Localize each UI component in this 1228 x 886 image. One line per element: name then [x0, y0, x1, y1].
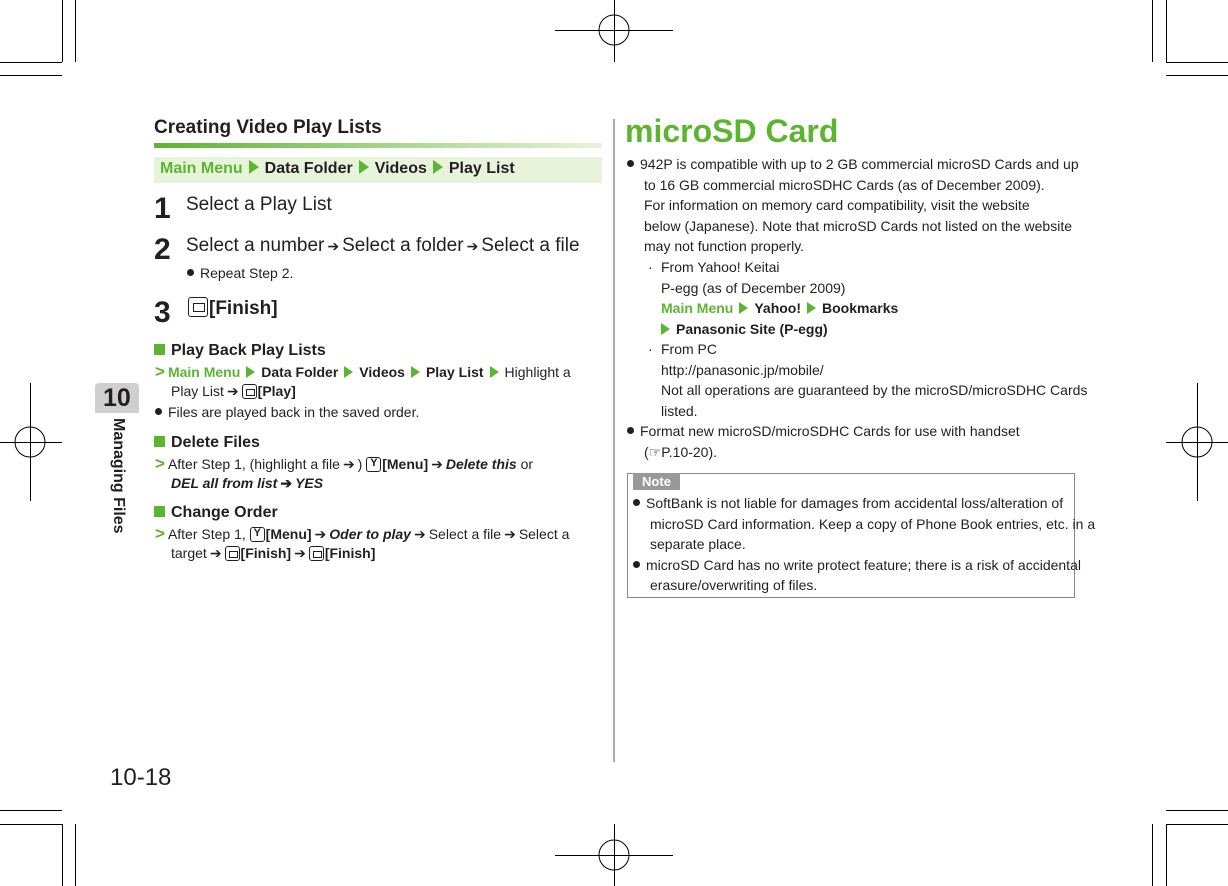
step-text [186, 235, 580, 257]
step-number: 2 [154, 233, 171, 266]
step-text-part: Select a folder [342, 235, 464, 256]
right-arrow-icon: ➔ [413, 526, 426, 542]
subsection-title: Change Order [154, 504, 278, 522]
mail-key-icon [242, 384, 257, 399]
right-arrow-icon: ➔ [226, 383, 239, 399]
step-text: [Finish] [188, 297, 278, 320]
triangle-arrow-icon [490, 366, 499, 378]
bullet-icon [187, 269, 194, 276]
section-heading: Creating Video Play Lists [154, 117, 382, 138]
square-bullet-icon [154, 344, 165, 355]
step-bullet: Repeat Step 2. [187, 265, 293, 281]
nav-path-text [160, 160, 515, 178]
chevron-right-icon: > [155, 524, 165, 543]
yahoo-info: · From Yahoo! Keitai P-egg (as of December 2009) Main Menu Yahoo! Bookmarks Panasonic Site (P-egg) [648, 259, 899, 337]
step-number: 1 [154, 192, 171, 225]
right-arrow-icon: ➔ [327, 238, 340, 254]
triangle-arrow-icon [739, 302, 748, 314]
triangle-arrow-icon [359, 160, 369, 174]
order-instructions: > After Step 1, Y [Menu] ➔ Oder to play ➔ Select a file ➔ Select a [155, 524, 569, 544]
square-bullet-icon [154, 436, 165, 447]
pc-info: · From PC http://panasonic.jp/mobile/ Not all operations are guaranteed by the microSD/microSDHC Cards listed. [648, 341, 1088, 419]
nav-data-folder[interactable]: Data Folder [264, 160, 353, 177]
bullet-icon [633, 561, 640, 568]
delete-instructions: > After Step 1, (highlight a file ➔ ) Y [Menu] ➔ Delete this or [155, 454, 533, 474]
triangle-arrow-icon [433, 160, 443, 174]
playback-bullet: Files are played back in the saved order. [155, 404, 419, 420]
nav-main-menu[interactable]: Main Menu [160, 160, 243, 177]
step-text-part: Select a number [186, 235, 325, 256]
nav-videos[interactable]: Videos [374, 160, 427, 177]
chevron-right-icon: > [155, 362, 165, 381]
right-arrow-icon: ➔ [209, 545, 222, 561]
yahoo-key-icon [250, 527, 265, 542]
subsection-title: Delete Files [154, 434, 260, 452]
column-divider [613, 119, 615, 762]
triangle-arrow-icon [246, 366, 255, 378]
list-item: Format new microSD/microSDHC Cards for use with handset (☞P.10-20). [627, 421, 1020, 462]
page-number: 10-18 [110, 764, 172, 791]
playback-instructions: > Main Menu Data Folder Videos Play List Highlight a [155, 362, 571, 381]
chapter-title: Managing Files [110, 418, 127, 534]
triangle-arrow-icon [807, 302, 816, 314]
right-arrow-icon: ➔ [294, 545, 306, 561]
subsection-title: Play Back Play Lists [154, 342, 326, 360]
triangle-arrow-icon [661, 323, 670, 335]
right-arrow-icon: ➔ [280, 475, 293, 491]
heading-underline [154, 143, 602, 148]
right-arrow-icon: ➔ [314, 526, 327, 542]
right-arrow-icon: ➔ [431, 456, 443, 472]
square-bullet-icon [154, 506, 165, 517]
chapter-number: 10 [103, 384, 131, 412]
mail-key-icon [309, 546, 324, 561]
delete-instructions-line2: DEL all from list ➔ YES [171, 475, 324, 491]
note-content: SoftBank is not liable for damages from accidental loss/alteration of microSD Card information. Keep a copy of Phone Book entries, etc. in a separate place. microSD Card has no write protect feature; there is a risk of accidental erasure/overwriting of files. [633, 493, 1095, 596]
yahoo-key-icon [366, 457, 381, 472]
order-instructions-line2: target ➔ [Finish] ➔ [Finish] [171, 545, 376, 561]
step-number: 3 [154, 296, 171, 329]
bullet-icon [627, 160, 634, 167]
playback-instructions-line2: Play List ➔ [Play] [171, 383, 296, 399]
triangle-arrow-icon [249, 160, 259, 174]
note-label: Note [633, 473, 680, 490]
nav-play-list[interactable]: Play List [448, 160, 515, 177]
step-text: Select a Play List [186, 194, 332, 215]
page-title: microSD Card [625, 113, 839, 149]
bullet-icon [633, 499, 640, 506]
triangle-arrow-icon [411, 366, 420, 378]
list-item: 942P is compatible with up to 2 GB commercial microSD Cards and up to 16 GB commercial microSDHC Cards (as of December 2009). For information on memory card compatibility, visit the website below (Japanese). Note that microSD Cards not listed on the website may not function properly. [627, 154, 1079, 257]
right-arrow-icon: ➔ [466, 238, 479, 254]
mail-key-icon [188, 297, 208, 317]
mail-key-icon [225, 546, 240, 561]
right-arrow-icon: ➔ [504, 526, 516, 542]
step-text-part: Select a file [481, 235, 580, 256]
pointing-hand-icon: ☞ [648, 443, 662, 460]
bullet-icon [627, 427, 634, 434]
triangle-arrow-icon [344, 366, 353, 378]
bullet-icon [155, 408, 162, 415]
right-arrow-icon: ➔ [342, 456, 355, 472]
chevron-right-icon: > [155, 454, 165, 473]
